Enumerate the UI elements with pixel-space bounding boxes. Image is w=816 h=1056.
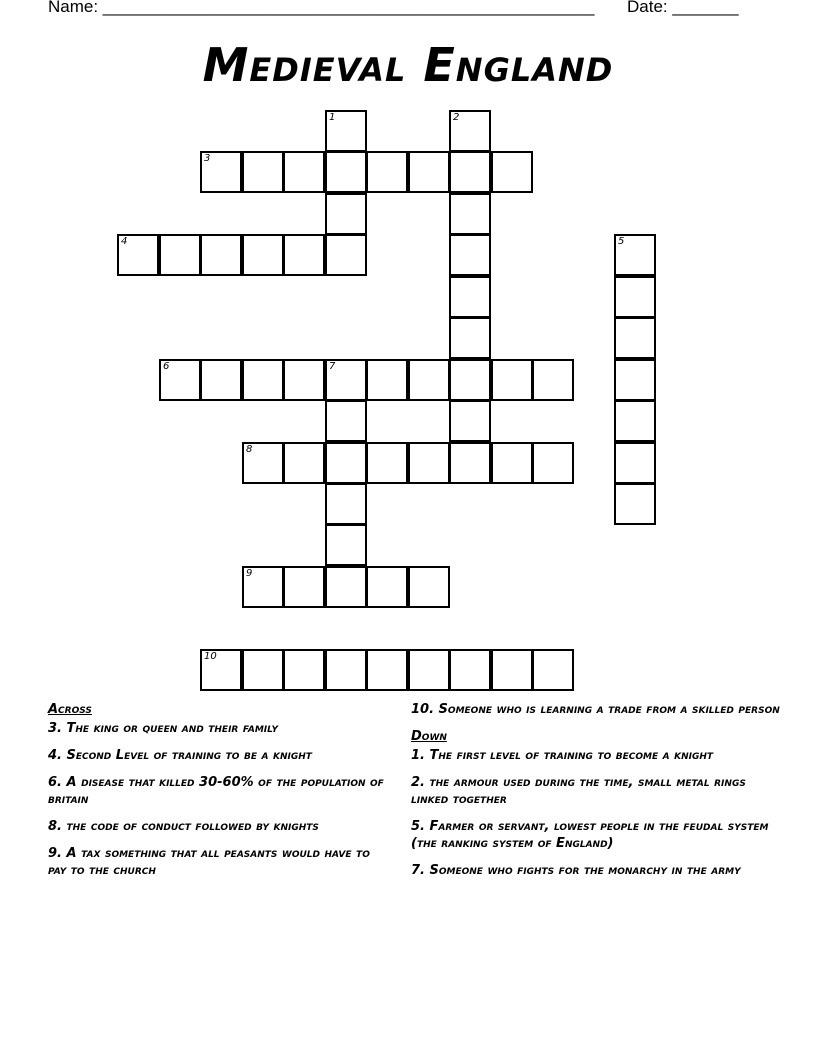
crossword-cell[interactable] [449,234,491,276]
crossword-cell[interactable] [614,317,656,359]
crossword-cell[interactable] [200,234,242,276]
crossword-cell[interactable] [325,524,367,566]
crossword-cell[interactable] [449,110,491,152]
page-title: Medieval England [202,38,614,92]
date-field-label[interactable]: Date: _______ [627,0,739,16]
down-heading: Down [411,729,447,744]
crossword-cell[interactable] [532,649,574,691]
crossword-cell[interactable] [159,234,201,276]
crossword-cell[interactable] [408,442,450,484]
crossword-cell[interactable] [200,151,242,193]
across-heading: Across [48,702,92,717]
clue-number: 5 [618,236,625,247]
crossword-cell[interactable] [325,483,367,525]
crossword-cell[interactable] [614,442,656,484]
clue-across-4: 4. Second Level of training to be a knight [48,748,312,763]
crossword-cell[interactable] [408,649,450,691]
crossword-cell[interactable] [325,400,367,442]
crossword-cell[interactable] [325,649,367,691]
crossword-cell[interactable] [614,359,656,401]
crossword-cell[interactable] [366,359,408,401]
clue-number: 4 [121,236,128,247]
clue-down-7: 7. Someone who fights for the monarchy in the army [411,863,741,878]
crossword-cell[interactable] [449,151,491,193]
crossword-cell[interactable] [614,234,656,276]
crossword-cell[interactable] [325,234,367,276]
crossword-cell[interactable] [408,359,450,401]
crossword-cell[interactable] [325,151,367,193]
crossword-cell[interactable] [325,359,367,401]
crossword-cell[interactable] [325,442,367,484]
crossword-cell[interactable] [532,359,574,401]
clue-number: 10 [204,651,217,662]
clue-across-6: 6. A disease that killed 30-60% of the population of britain [48,775,384,807]
crossword-cell[interactable] [614,276,656,318]
crossword-cell[interactable] [242,649,284,691]
crossword-cell[interactable] [449,359,491,401]
crossword-cell[interactable] [449,649,491,691]
crossword-cell[interactable] [408,151,450,193]
right-clues-column [411,701,781,889]
crossword-cell[interactable] [283,234,325,276]
crossword-cell[interactable] [366,566,408,608]
clue-down-1: 1. The first level of training to become a knight [411,748,714,763]
crossword-cell[interactable] [159,359,201,401]
crossword-cell[interactable] [449,317,491,359]
clue-across-10: 10. Someone who is learning a trade from a skilled person [411,702,780,717]
crossword-cell[interactable] [283,359,325,401]
clue-number: 1 [329,112,336,123]
crossword-cell[interactable] [366,649,408,691]
crossword-cell[interactable] [283,151,325,193]
crossword-cell[interactable] [242,442,284,484]
crossword-cell[interactable] [283,442,325,484]
clue-number: 2 [453,112,460,123]
crossword-cell[interactable] [242,566,284,608]
crossword-cell[interactable] [491,442,533,484]
clue-down-5: 5. Farmer or servant, lowest people in the feudal system (the ranking system of England) [411,819,769,851]
crossword-cell[interactable] [449,442,491,484]
crossword-cell[interactable] [242,151,284,193]
crossword-cell[interactable] [242,359,284,401]
crossword-cell[interactable] [283,566,325,608]
clue-number: 3 [204,153,211,164]
clue-number: 6 [163,361,170,372]
crossword-cell[interactable] [366,442,408,484]
crossword-cell[interactable] [614,483,656,525]
crossword-cell[interactable] [325,566,367,608]
crossword-cell[interactable] [242,234,284,276]
clue-number: 9 [246,568,253,579]
crossword-cell[interactable] [366,151,408,193]
clue-across-9: 9. A tax something that all peasants would have to pay to the church [48,846,370,878]
crossword-cell[interactable] [200,649,242,691]
clue-across-3: 3. The king or queen and their family [48,721,278,736]
crossword-cell[interactable] [117,234,159,276]
crossword-cell[interactable] [283,649,325,691]
crossword-cell[interactable] [200,359,242,401]
clue-number: 7 [329,361,336,372]
crossword-cell[interactable] [532,442,574,484]
crossword-cell[interactable] [325,110,367,152]
clue-number: 8 [246,444,253,455]
across-clues [48,701,388,889]
crossword-cell[interactable] [491,359,533,401]
crossword-cell[interactable] [408,566,450,608]
clue-across-8: 8. the code of conduct followed by knights [48,819,319,834]
crossword-cell[interactable] [449,193,491,235]
crossword-cell[interactable] [325,193,367,235]
crossword-cell[interactable] [449,276,491,318]
crossword-cell[interactable] [491,151,533,193]
clue-down-2: 2. the armour used during the time, small metal rings linked together [411,775,746,807]
crossword-cell[interactable] [614,400,656,442]
name-field-label[interactable]: Name: ____________________________________________________ [48,0,595,16]
crossword-cell[interactable] [449,400,491,442]
crossword-cell[interactable] [491,649,533,691]
